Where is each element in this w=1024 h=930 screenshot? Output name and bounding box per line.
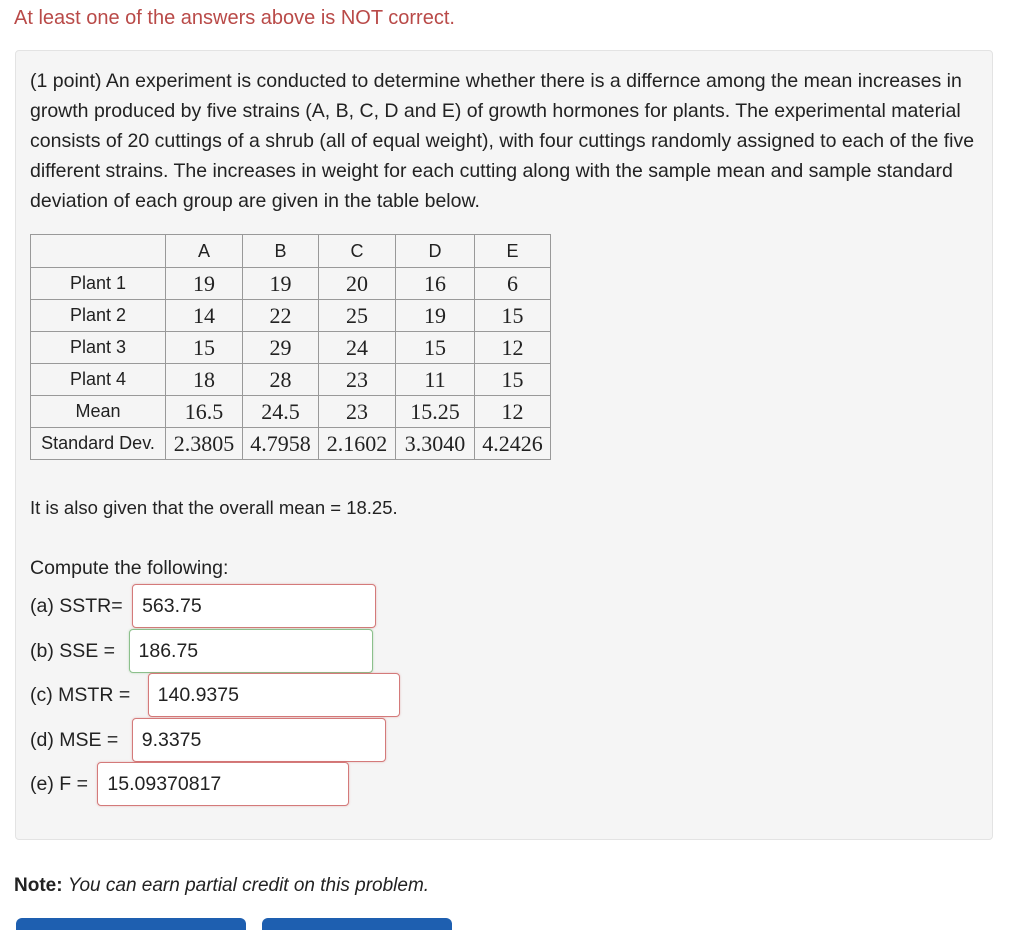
note-bold-label: Note: xyxy=(14,875,63,896)
table-cell: 20 xyxy=(319,268,396,300)
table-cell: 24 xyxy=(319,332,396,364)
row-label: Plant 3 xyxy=(31,332,166,364)
answer-row-mse xyxy=(30,718,386,762)
table-cell: 15 xyxy=(166,332,243,364)
table-cell: 4.2426 xyxy=(475,428,551,460)
table-cell: 12 xyxy=(475,332,551,364)
table-cell: 19 xyxy=(166,268,243,300)
table-cell: 16.5 xyxy=(166,396,243,428)
table-cell: 19 xyxy=(396,300,475,332)
sse-input[interactable] xyxy=(129,629,373,673)
row-label: Plant 2 xyxy=(31,300,166,332)
table-row xyxy=(31,300,551,332)
f-input[interactable] xyxy=(97,762,349,806)
table-row xyxy=(31,364,551,396)
table-cell: 14 xyxy=(166,300,243,332)
answer-row-mstr xyxy=(30,673,400,717)
row-label: Mean xyxy=(31,396,166,428)
sse-label: (b) SSE = xyxy=(30,639,121,662)
overall-mean-text: It is also given that the overall mean = 18.25. xyxy=(30,497,398,518)
table-header-cell: E xyxy=(475,235,551,268)
submit-button[interactable] xyxy=(16,918,246,930)
sstr-input[interactable] xyxy=(132,584,376,628)
table-cell: 23 xyxy=(319,364,396,396)
status-message: At least one of the answers above is NOT correct. xyxy=(14,7,455,29)
table-cell: 19 xyxy=(243,268,319,300)
table-header-cell xyxy=(31,235,166,268)
f-label: (e) F = xyxy=(30,772,94,795)
table-cell: 29 xyxy=(243,332,319,364)
sstr-label: (a) SSTR= xyxy=(30,594,129,617)
preview-button[interactable] xyxy=(262,918,452,930)
answer-row-sse xyxy=(30,629,373,673)
table-row xyxy=(31,268,551,300)
table-cell: 3.3040 xyxy=(396,428,475,460)
problem-intro: (1 point) An experiment is conducted to determine whether there is a differnce among the mean increases in growth produced by five strains (A, B, C, D and E) of growth hormones for plants. The experimental material consists of 20 cuttings of a shrub (all of equal weight), with four cuttings randomly assigned to each of the five different strains. The increases in weight for each cutting along with the sample mean and sample standard deviation of each group are given in the table below. xyxy=(30,70,975,212)
table-row xyxy=(31,428,551,460)
partial-credit-note xyxy=(14,875,429,897)
table-cell: 15 xyxy=(475,364,551,396)
mse-input[interactable] xyxy=(132,718,386,762)
table-cell: 12 xyxy=(475,396,551,428)
table-cell: 6 xyxy=(475,268,551,300)
table-cell: 22 xyxy=(243,300,319,332)
row-label: Plant 1 xyxy=(31,268,166,300)
table-cell: 15 xyxy=(396,332,475,364)
table-cell: 4.7958 xyxy=(243,428,319,460)
table-header-cell: A xyxy=(166,235,243,268)
table-cell: 2.1602 xyxy=(319,428,396,460)
table-cell: 23 xyxy=(319,396,396,428)
mse-label: (d) MSE = xyxy=(30,728,124,751)
table-cell: 15 xyxy=(475,300,551,332)
note-text: You can earn partial credit on this problem. xyxy=(67,875,430,896)
answer-row-f xyxy=(30,762,349,806)
mstr-label: (c) MSTR = xyxy=(30,683,136,706)
data-table xyxy=(30,234,551,460)
table-cell: 11 xyxy=(396,364,475,396)
mstr-input[interactable] xyxy=(148,673,400,717)
table-cell: 16 xyxy=(396,268,475,300)
compute-prompt: Compute the following: xyxy=(30,557,229,579)
table-cell: 24.5 xyxy=(243,396,319,428)
table-header-cell: D xyxy=(396,235,475,268)
table-row xyxy=(31,332,551,364)
table-header-row xyxy=(31,235,551,268)
table-cell: 15.25 xyxy=(396,396,475,428)
problem-panel xyxy=(15,50,993,840)
table-cell: 18 xyxy=(166,364,243,396)
row-label: Plant 4 xyxy=(31,364,166,396)
table-cell: 28 xyxy=(243,364,319,396)
table-row xyxy=(31,396,551,428)
table-cell: 2.3805 xyxy=(166,428,243,460)
table-header-cell: C xyxy=(319,235,396,268)
table-cell: 25 xyxy=(319,300,396,332)
table-header-cell: B xyxy=(243,235,319,268)
row-label: Standard Dev. xyxy=(31,428,166,460)
answer-row-sstr xyxy=(30,584,376,628)
